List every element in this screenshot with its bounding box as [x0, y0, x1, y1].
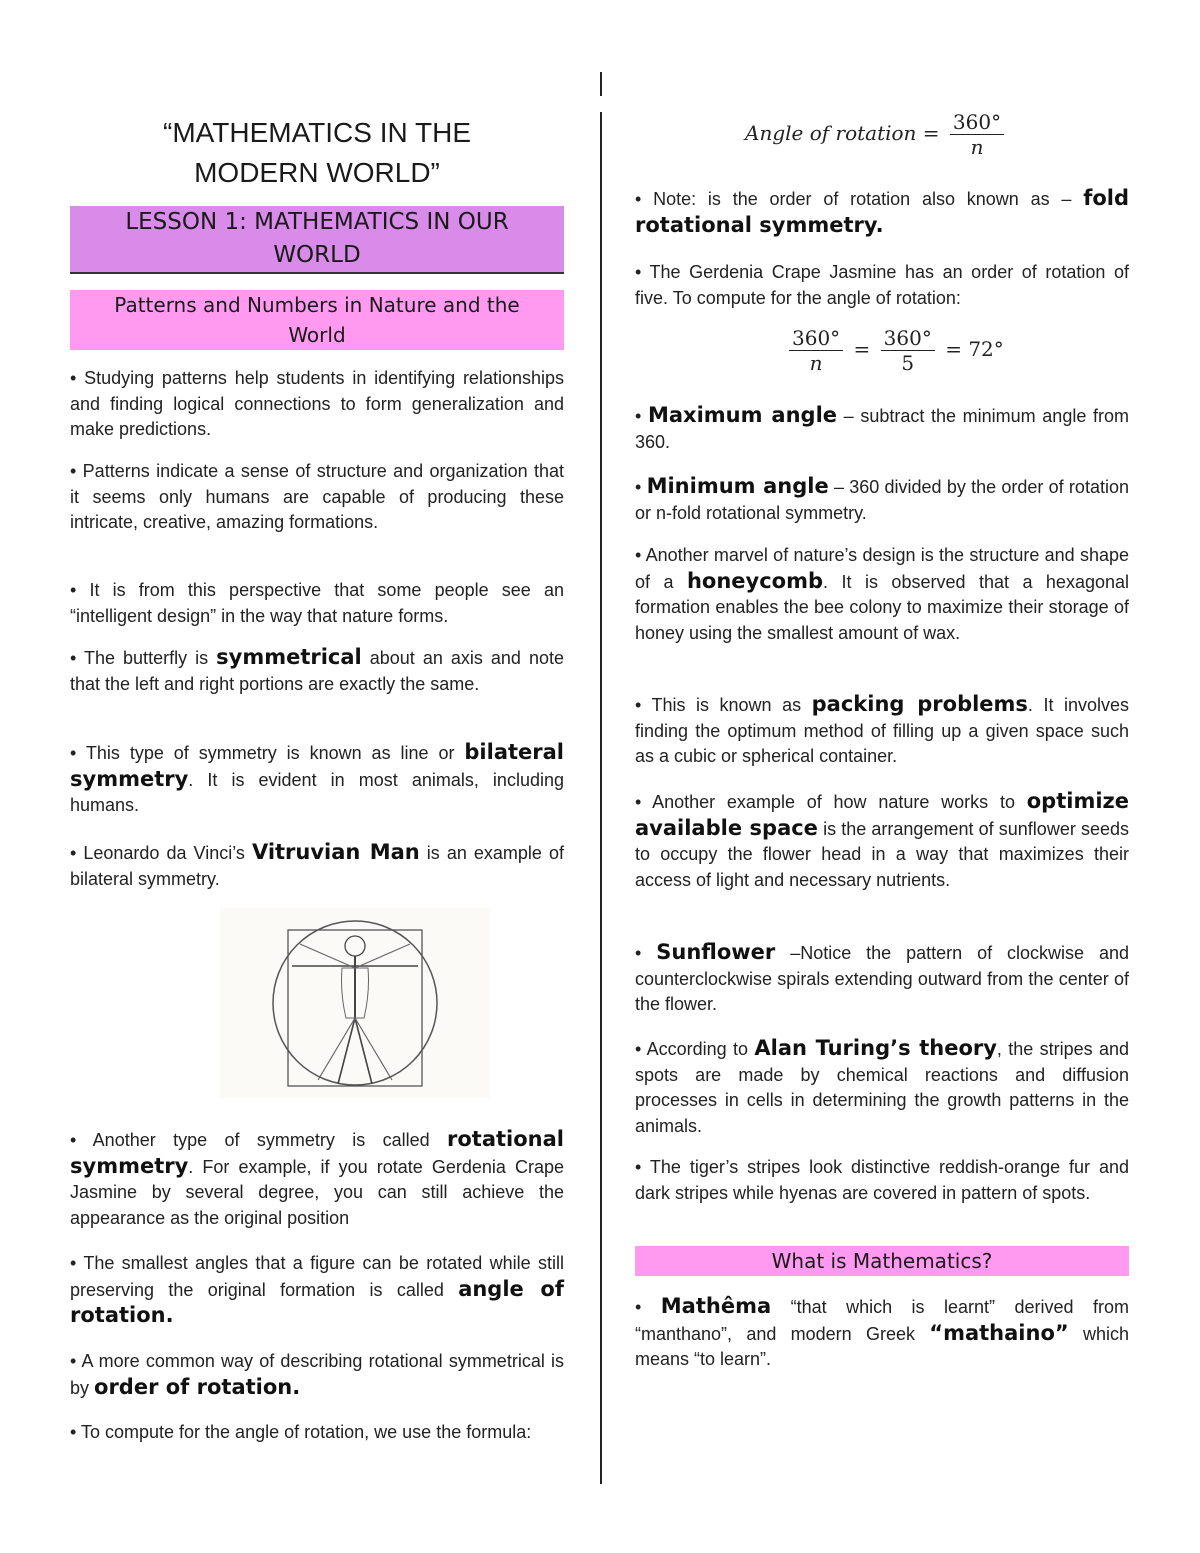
- section-heading-what-is-mathematics: What is Mathematics?: [635, 1246, 1129, 1276]
- paragraph-vitruvian: • Leonardo da Vinci’s Vitruvian Man is an example of bilateral symmetry.: [70, 840, 564, 889]
- keyword-sunflower: Sunflower: [656, 940, 776, 964]
- paragraph-maximum-angle: • Maximum angle – subtract the minimum angle from 360.: [635, 403, 1129, 452]
- keyword-vitruvian-man: Vitruvian Man: [251, 840, 420, 864]
- keyword-symmetrical: symmetrical: [216, 645, 362, 669]
- paragraph-mathema: • Mathêma “that which is learnt” derived from “manthano”, and modern Greek “mathaino” which means “to learn”.: [635, 1294, 1129, 1369]
- paragraph-sunflower: • Sunflower –Notice the pattern of clockwise and counterclockwise spirals extending outward from the center of the flower.: [635, 940, 1129, 1014]
- keyword-fold-rotational-symmetry: fold rotational symmetry.: [635, 186, 1129, 237]
- paragraph-tiger-stripes: • The tiger’s stripes look distinctive reddish-orange fur and dark stripes while hyenas are covered in pattern of spots.: [635, 1157, 1129, 1203]
- document-title: “MATHEMATICS IN THE MODERN WORLD”: [163, 117, 471, 188]
- formula-angle-of-rotation: Angle of rotation = $\frac{360^\circ}{n}$: [745, 110, 1008, 159]
- paragraph-rotational-symmetry: • Another type of symmetry is called rotational symmetry. For example, if you rotate Gerdenia Crape Jasmine by several degree, you can still achieve the appearance as the original position: [70, 1127, 564, 1228]
- formula-seventy-two: $\frac{360^\circ}{n}$ = $\frac{360^\circ}{5}$ = 72°: [785, 326, 1004, 375]
- paragraph-packing-problems: • This is known as packing problems. It involves finding the optimum method of filling up a given space such as a cubic or spherical container.: [635, 692, 1129, 766]
- keyword-alan-turing-theory: Alan Turing’s theory: [754, 1036, 997, 1060]
- keyword-honeycomb: honeycomb: [686, 568, 824, 593]
- keyword-mathaino: “mathaino”: [929, 1320, 1069, 1345]
- keyword-maximum-angle: Maximum angle: [647, 403, 838, 427]
- paragraph-butterfly: • The butterfly is symmetrical about an axis and note that the left and right portions are exactly the same.: [70, 645, 564, 694]
- keyword-rotational-symmetry: rotational symmetry: [70, 1127, 564, 1178]
- paragraph-gerdenia: • The Gerdenia Crape Jasmine has an order of rotation of five. To compute for the angle of rotation:: [635, 262, 1129, 308]
- keyword-bilateral-symmetry: bilateral symmetry: [70, 740, 564, 791]
- keyword-optimize-available-space: optimize available space: [635, 789, 1129, 840]
- keyword-mathema: Mathêma: [660, 1294, 772, 1318]
- lesson-heading: LESSON 1: MATHEMATICS IN OUR WORLD: [70, 206, 564, 274]
- paragraph-studying-patterns: • Studying patterns help students in identifying relationships and finding logical connections to form generalization and make predictions.: [70, 368, 564, 439]
- paragraph-formula-intro: • To compute for the angle of rotation, we use the formula:: [70, 1422, 532, 1442]
- paragraph-order-of-rotation: • A more common way of describing rotational symmetrical is by order of rotation.: [70, 1351, 564, 1399]
- paragraph-honeycomb: • Another marvel of nature’s design is the structure and shape of a honeycomb. It is observed that a hexagonal formation enables the bee colony to maximize their storage of honey using the smallest amount of wax.: [635, 545, 1129, 643]
- top-column-rule: [600, 72, 602, 96]
- section-heading-patterns: Patterns and Numbers in Nature and the World: [70, 290, 564, 350]
- keyword-angle-of-rotation: angle of rotation.: [70, 1276, 564, 1327]
- keyword-order-of-rotation: order of rotation.: [94, 1374, 301, 1399]
- keyword-packing-problems: packing problems: [811, 692, 1028, 716]
- paragraph-optimize-space: • Another example of how nature works to optimize available space is the arrangement of sunflower seeds to occupy the flower head in a way that maximizes their access of light and necessary nutrients.: [635, 789, 1130, 890]
- paragraph-patterns-structure: • Patterns indicate a sense of structure and organization that it seems only humans are capable of producing these intricate, creative, amazing formations.: [70, 461, 564, 532]
- paragraph-angle-of-rotation: • The smallest angles that a figure can be rotated while still preserving the original formation is called angle of rotation.: [70, 1253, 564, 1327]
- column-divider: [600, 112, 602, 1484]
- vitruvian-man-illustration: [220, 908, 490, 1098]
- paragraph-note-fold: • Note: is the order of rotation also known as – fold rotational symmetry.: [635, 186, 1129, 237]
- paragraph-intelligent-design: • It is from this perspective that some people see an “intelligent design” in the way that nature forms.: [70, 580, 564, 626]
- keyword-minimum-angle: Minimum angle: [646, 474, 829, 498]
- paragraph-minimum-angle: • Minimum angle – 360 divided by the order of rotation or n-fold rotational symmetry.: [635, 474, 1129, 523]
- paragraph-alan-turing: • According to Alan Turing’s theory, the stripes and spots are made by chemical reactions and diffusion processes in cells in determining the growth patterns in the animals.: [635, 1036, 1129, 1136]
- paragraph-bilateral: • This type of symmetry is known as line or bilateral symmetry. It is evident in most animals, including humans.: [70, 740, 564, 815]
